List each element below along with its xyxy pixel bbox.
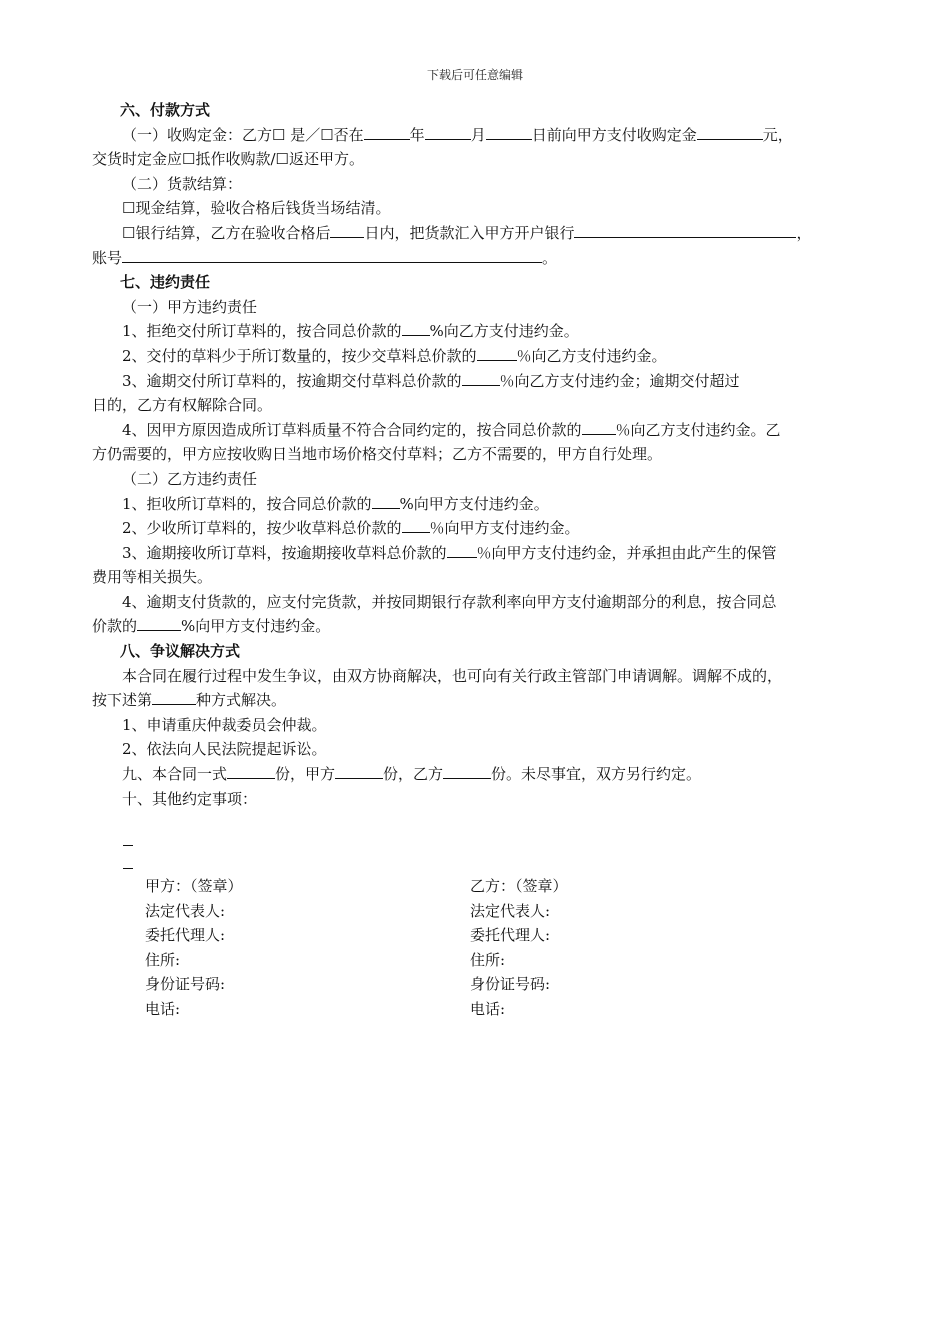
b-liability-4-cont: [92, 614, 868, 639]
settlement-title: （二）货款结算：: [122, 174, 243, 193]
dispute-choice-text: 按下述第: [92, 691, 153, 710]
b4-text: 价款的: [92, 617, 138, 636]
contract-body: [92, 98, 868, 811]
a2-text-end: ％向乙方支付违约金。: [516, 346, 667, 365]
copies-text-1: 九、本合同一式: [122, 765, 228, 784]
signature-row-rep: [145, 899, 745, 924]
a-liability-3-cont: 日的，乙方有权解除合同。: [92, 396, 273, 415]
deposit-clause-cont: 交货时定金应☐抵作收购款/☐返还甲方。: [92, 150, 364, 169]
signature-block: [145, 874, 745, 1022]
a-liability-2: [92, 344, 868, 369]
b4-text-end: %向甲方支付违约金。: [181, 617, 331, 636]
copies-clause: [92, 762, 868, 787]
b2-text-end: ％向甲方支付违约金。: [429, 519, 580, 538]
section-title-dispute: 八、争议解决方式: [120, 642, 241, 661]
b-liability-3-cont: 费用等相关损失。: [92, 568, 213, 587]
party-b-agent: 委托代理人:: [470, 926, 551, 945]
a1-text: 1、拒绝交付所订草料的，按合同总价款的: [122, 322, 402, 341]
b1-blank: [372, 494, 400, 509]
party-a-name: 甲方：（签章）: [145, 877, 243, 895]
a3-text: 3、逾期交付所订草料的，按逾期交付草料总价款的: [122, 371, 462, 390]
signature-row-agent: [145, 923, 745, 948]
bank-text-2: 日内，把货款汇入甲方开户银行: [364, 223, 575, 242]
a-liability-4-cont: 方仍需要的，甲方应按收购日当地市场价格交付草料；乙方不需要的，甲方自行处理。: [92, 445, 663, 464]
deposit-text-2: 年: [409, 125, 425, 144]
a1-text-end: %向乙方支付违约金。: [429, 322, 579, 341]
a2-text: 2、交付的草料少于所订数量的，按少交草料总价款的: [122, 346, 477, 365]
other-terms-line-1: [123, 845, 133, 846]
other-terms-title: 十、其他约定事项：: [122, 789, 258, 808]
party-a-rep: 法定代表人:: [145, 901, 226, 920]
dispute-choice: [92, 688, 868, 713]
party-a-id: 身份证号码:: [145, 975, 226, 994]
b1-text-end: %向甲方支付违约金。: [399, 494, 549, 513]
dispute-option-1: 1、申请重庆仲裁委员会仲裁。: [122, 715, 327, 734]
deposit-text-4: 日前向甲方支付收购定金: [531, 125, 697, 144]
party-b-name: 乙方：（签章）: [470, 877, 568, 895]
a4-blank: [582, 420, 616, 435]
party-a-agent: 委托代理人:: [145, 926, 226, 945]
section-title-liability: 七、违约责任: [120, 273, 211, 292]
copies-text-3: 份，乙方: [383, 765, 444, 784]
bank-text-1: ☐银行结算，乙方在验收合格后: [122, 223, 331, 242]
days-blank: [330, 223, 364, 238]
day-blank: [486, 125, 532, 140]
a3-blank: [462, 371, 500, 386]
copies-total-blank: [227, 764, 275, 779]
dispute-choice-blank: [152, 690, 196, 705]
year-blank: [364, 125, 410, 140]
signature-row-phone: [145, 997, 745, 1022]
party-a-phone: 电话:: [145, 999, 181, 1018]
signature-row-address: [145, 948, 745, 973]
a-liability-1: [92, 319, 868, 344]
dispute-option-2: 2、依法向人民法院提起诉讼。: [122, 740, 327, 759]
account-blank: [122, 248, 542, 263]
copies-text-2: 份，甲方: [275, 765, 336, 784]
bank-text-3: ，: [796, 223, 812, 242]
a4-text: 4、因甲方原因造成所订草料质量不符合合同约定的，按合同总价款的: [122, 420, 582, 439]
copies-a-blank: [335, 764, 383, 779]
header-note: 下载后可任意编辑: [426, 68, 523, 82]
party-a-liability-title: （一）甲方违约责任: [122, 297, 258, 316]
deposit-text-3: 月: [470, 125, 486, 144]
bank-settlement: [92, 221, 868, 246]
party-b-liability-title: （二）乙方违约责任: [122, 469, 258, 488]
deposit-clause: [92, 123, 868, 148]
b3-blank: [447, 543, 477, 558]
dispute-text: 本合同在履行过程中发生争议，由双方协商解决，也可向有关行政主管部门申请调解。调解不成的，: [122, 666, 783, 685]
a4-text-end: ％向乙方支付违约金。乙: [615, 420, 781, 439]
a-liability-4: [92, 418, 868, 443]
b2-text: 2、少收所订草料的，按少收草料总价款的: [122, 519, 402, 538]
b2-blank: [402, 518, 430, 533]
party-b-rep: 法定代表人:: [470, 901, 551, 920]
party-a-address: 住所:: [145, 950, 181, 969]
party-b-address: 住所:: [470, 950, 506, 969]
other-terms-line-2: [123, 868, 133, 869]
copies-text-4: 份。未尽事宜，双方另行约定。: [491, 765, 702, 784]
account-end: 。: [542, 248, 558, 267]
b1-text: 1、拒收所订草料的，按合同总价款的: [122, 494, 372, 513]
party-b-phone: 电话:: [470, 999, 506, 1018]
dispute-choice-end: 种方式解决。: [196, 691, 287, 710]
signature-row-id: [145, 972, 745, 997]
a3-text-end: ％向乙方支付违约金；逾期交付超过: [499, 371, 740, 390]
month-blank: [425, 125, 471, 140]
b3-text-end: ％向甲方支付违约金，并承担由此产生的保管: [476, 543, 777, 562]
a-liability-3: [92, 369, 868, 394]
signature-row-name: [145, 874, 745, 899]
a1-blank: [402, 321, 430, 336]
section-title-payment: 六、付款方式: [120, 101, 211, 119]
deposit-text-1: （一）收购定金：乙方☐ 是／☐否在: [122, 125, 364, 144]
account-label: 账号: [92, 248, 123, 267]
b-liability-4: 4、逾期支付货款的，应支付完货款，并按同期银行存款利率向甲方支付逾期部分的利息，按合同总: [122, 592, 777, 611]
b-liability-1: [92, 492, 868, 517]
deposit-text-5: 元，: [762, 125, 793, 144]
deposit-amount-blank: [697, 125, 763, 140]
copies-b-blank: [443, 764, 491, 779]
bank-name-blank: [574, 223, 796, 238]
b3-text: 3、逾期接收所订草料，按逾期接收草料总价款的: [122, 543, 447, 562]
account-line: [92, 246, 868, 271]
party-b-id: 身份证号码:: [470, 975, 551, 994]
b-liability-3: [92, 541, 868, 566]
a2-blank: [477, 346, 517, 361]
cash-settlement: ☐现金结算，验收合格后钱货当场结清。: [122, 199, 391, 218]
b-liability-2: [92, 516, 868, 541]
b4-blank: [137, 616, 181, 631]
